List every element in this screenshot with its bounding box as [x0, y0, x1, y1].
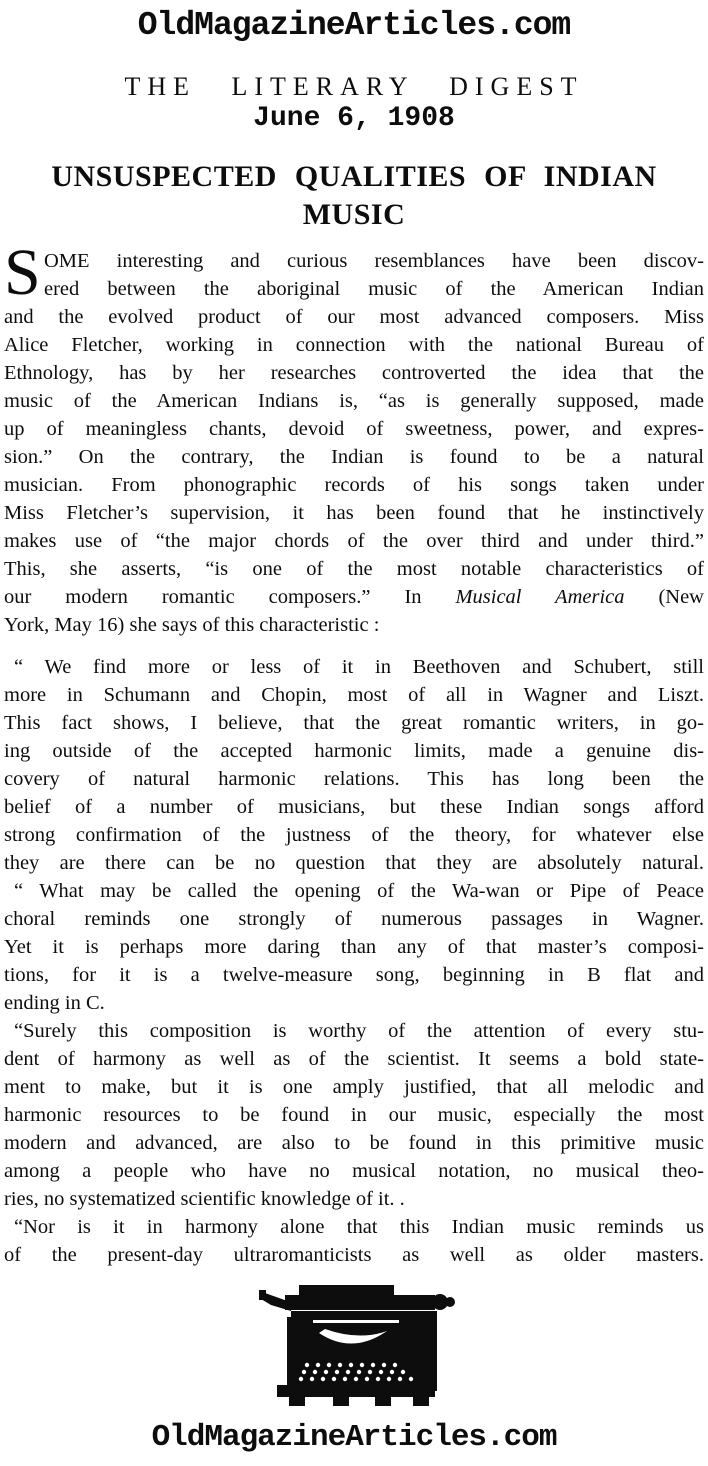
paragraph-3-quote [4, 877, 704, 1017]
text-line: musician. From phonographic records of his songs taken under [4, 474, 704, 496]
text-line: OME interesting and curious resemblances have been discov- [44, 250, 704, 272]
issue-date: June 6, 1908 [253, 103, 455, 134]
article-title-line1: UNSUSPECTED QUALITIES OF INDIAN [51, 160, 657, 193]
text-line: “Nor is it in harmony alone that this Indian music reminds us [14, 1216, 704, 1238]
article-title [0, 158, 708, 234]
paragraph-4-quote [4, 1017, 704, 1213]
article-body [0, 236, 708, 1269]
text-line: Alice Fletcher, working in connection with the national Bureau of [4, 334, 704, 356]
text-line: modern and advanced, are also to be found in this primitive music [4, 1132, 704, 1154]
paragraph-2-quote [4, 653, 704, 877]
text-line: strong confirmation of the justness of the theory, for whatever else [4, 824, 704, 846]
text-line: up of meaningless chants, devoid of sweetness, power, and expres- [4, 418, 704, 440]
text-line: ered between the aboriginal music of the American Indian [44, 278, 704, 300]
text-line: among a people who have no musical notation, no musical theo- [4, 1160, 704, 1182]
publication-name: THE LITERARY DIGEST [124, 72, 584, 101]
text-line: Miss Fletcher’s supervision, it has been found that he instinctively [4, 502, 704, 524]
text-segment: our modern romantic composers.” In [4, 586, 456, 608]
text-line: Yet it is perhaps more daring than any of that master’s composi- [4, 936, 704, 958]
text-line: “Surely this composition is worthy of the attention of every stu- [14, 1020, 704, 1042]
typewriter-image [0, 1281, 708, 1418]
text-segment: (New [624, 586, 704, 608]
paragraph-5-quote [4, 1213, 704, 1269]
text-line: “ We find more or less of it in Beethoven and Schubert, still [14, 656, 704, 678]
journal-name-italic: Musical America [455, 586, 625, 608]
text-line: choral reminds one strongly of numerous passages in Wagner. [4, 908, 704, 930]
text-line: of the present-day ultraromanticists as well as older masters. [4, 1244, 704, 1266]
text-line: “ What may be called the opening of the Wa-wan or Pipe of Peace [14, 880, 704, 902]
typewriter-icon [247, 1281, 462, 1413]
text-line: more in Schumann and Chopin, most of all in Wagner and Liszt. [4, 684, 704, 706]
paragraph-1 [4, 236, 704, 639]
text-line: harmonic resources to be found in our music, especially the most [4, 1104, 704, 1126]
site-logo-footer: OldMagazineArticles.com [151, 1420, 557, 1455]
text-line: tions, for it is a twelve-measure song, beginning in B flat and [4, 964, 704, 986]
text-line: This, she asserts, “is one of the most notable characteristics of [4, 558, 704, 580]
text-line: This fact shows, I believe, that the great romantic writers, in go- [4, 712, 704, 734]
text-line: ending in C. [4, 992, 105, 1014]
text-line: and the evolved product of our most advanced composers. Miss [4, 306, 704, 328]
text-line: ing outside of the accepted harmonic limits, made a genuine dis- [4, 740, 704, 762]
text-line: belief of a number of musicians, but these Indian songs afford [4, 796, 704, 818]
text-line: music of the American Indians is, “as is generally supposed, made [4, 390, 704, 412]
article-title-line2: MUSIC [302, 198, 406, 231]
drop-cap: S [4, 236, 41, 309]
text-line: dent of harmony as well as of the scientist. It seems a bold state- [4, 1048, 704, 1070]
text-line-with-italic [4, 583, 704, 611]
text-line: ries, no systematized scientific knowledge of it. . [4, 1188, 405, 1210]
text-line: sion.” On the contrary, the Indian is found to be a natural [4, 446, 704, 468]
site-logo-header: OldMagazineArticles.com [137, 7, 571, 44]
text-line: Ethnology, has by her researches controverted the idea that the [4, 362, 704, 384]
text-line: they are there can be no question that they are absolutely natural. [4, 852, 704, 874]
text-line: makes use of “the major chords of the over third and under third.” [4, 530, 704, 552]
text-line: covery of natural harmonic relations. This has long been the [4, 768, 704, 790]
text-line: York, May 16) she says of this characteristic : [4, 614, 380, 636]
text-line: ment to make, but it is one amply justified, that all melodic and [4, 1076, 704, 1098]
